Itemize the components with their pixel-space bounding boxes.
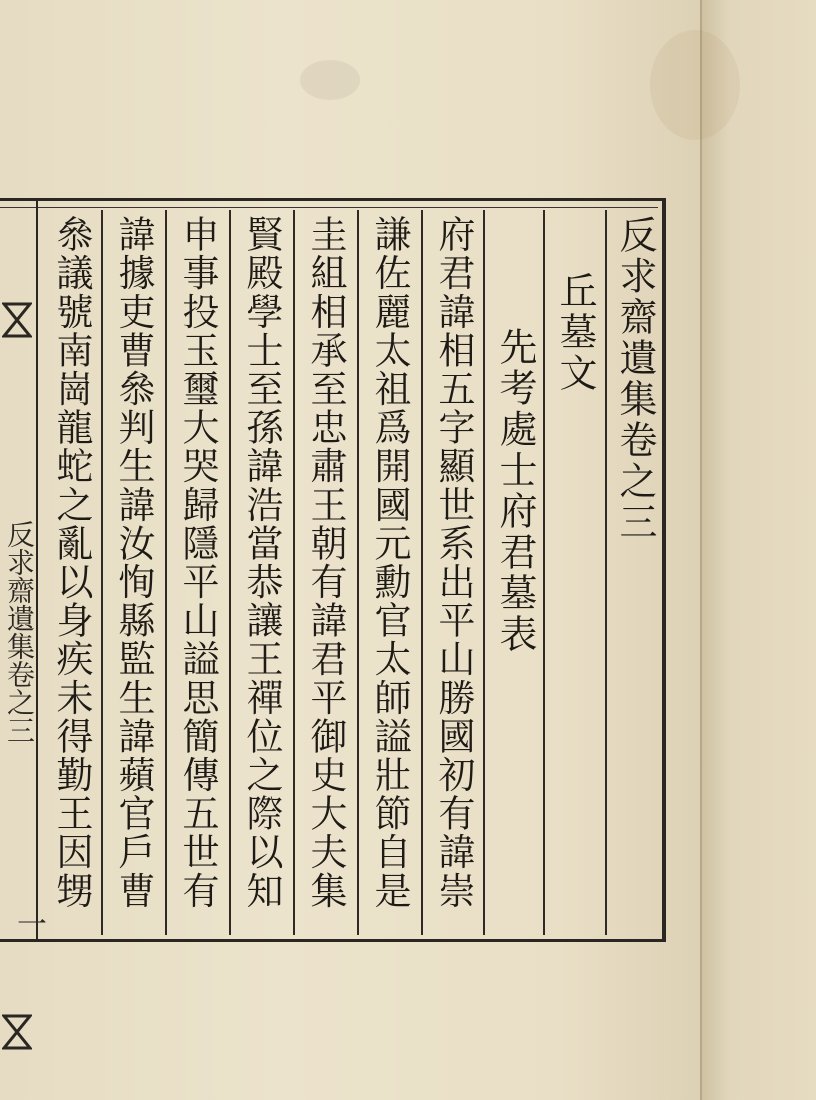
paper-stain: [650, 30, 740, 140]
section-heading-column: 丘墓文: [553, 271, 597, 394]
paper-stain: [300, 60, 360, 100]
body-text-column: 賢殿學士至孫諱浩當恭讓王禪位之際以知: [240, 215, 283, 910]
body-text-column: 謙佐麗太祖爲開國元勳官太師謚壯節自是: [368, 215, 411, 910]
fish-tail-ornament-icon: [2, 300, 32, 340]
adjacent-page: [700, 0, 816, 1100]
body-text-column: 圭組相承至忠肅王朝有諱君平御史大夫集: [304, 215, 347, 910]
center-margin-strip: [0, 200, 46, 940]
body-text-column: 諱據吏曹叅判生諱汝恂縣監生諱蘋官戶曹: [112, 215, 155, 910]
body-text-column: 叅議號南崗龍蛇之亂以身疾未得勤王因甥: [50, 215, 93, 910]
inner-top-rule: [0, 207, 658, 208]
fish-tail-ornament-icon: [2, 1012, 32, 1052]
margin-title: 反求齋遺集卷之三: [3, 520, 36, 744]
body-text-column: 申事投玉璽大哭歸隱平山謚思簡傳五世有: [176, 215, 219, 910]
body-text-column: 府君諱相五字顯世系出平山勝國初有諱崇: [432, 215, 475, 910]
essay-title-column: 先考處士府君墓表: [493, 327, 537, 655]
page-number: 一: [11, 908, 46, 938]
book-title-column: 反求齋遺集卷之三: [613, 215, 657, 543]
